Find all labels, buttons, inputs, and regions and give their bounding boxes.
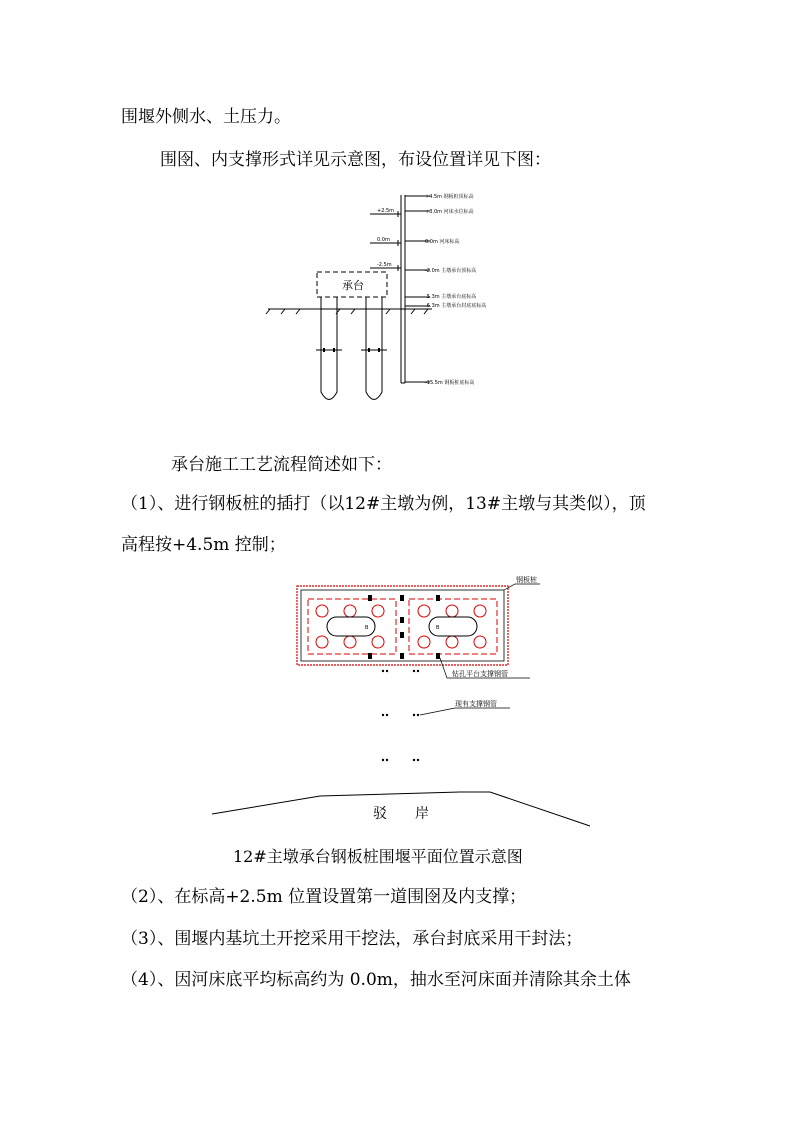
para-7: （3）、围堰内基坑土开挖采用干挖法，承台封底采用干封法；: [121, 929, 583, 949]
para-8: （4）、因河床底平均标高约为 0.0m，抽水至河床面并清除其余土体: [121, 970, 631, 990]
pier-left-mark: B: [365, 625, 369, 631]
left-level-3: -2.5m: [377, 262, 392, 268]
para-6: （2）、在标高+2.5m 位置设置第一道围囹及内支撑；: [121, 887, 527, 907]
right-label-2: +3.0m 河床水位标高: [425, 209, 474, 215]
figure2-caption: 12#主墩承台钢板桩围堰平面位置示意图: [233, 847, 523, 866]
right-label-5: -5.3m 主墩承台底标高: [425, 294, 477, 300]
right-label-4: -2.0m 主墩承台顶标高: [425, 268, 477, 274]
para-5: 高程按+4.5m 控制；: [121, 535, 286, 555]
right-label-3: 0.0m 河床标高: [425, 239, 460, 245]
cofferdam-section-diagram: [260, 185, 560, 410]
bored-pile-left: [316, 297, 342, 400]
shore-label: 驳 岸: [373, 806, 429, 822]
pile-cap-label: 承台: [342, 279, 364, 292]
para-1: 围堰外侧水、土压力。: [121, 107, 291, 127]
para-3: 承台施工工艺流程简述如下：: [171, 455, 392, 475]
pier-right-mark: B: [436, 625, 440, 631]
right-label-1: +4.5m 钢板桩顶标高: [425, 194, 474, 200]
right-label-6: -6.3m 主墩承台封底底标高: [425, 303, 487, 309]
label-support: 现有支撑钢管: [455, 700, 497, 708]
bored-pile-right: [361, 297, 387, 400]
label-platform: 钻孔平台支撑钢管: [452, 670, 508, 678]
left-level-2: 0.0m: [377, 237, 390, 243]
para-4: （1）、进行钢板桩的插打（以12#主墩为例，13#主墩与其类似），顶: [121, 494, 646, 514]
left-level-1: +2.5m: [377, 208, 395, 214]
cofferdam-plan-diagram: [200, 572, 600, 832]
label-sheet-pile: 钢板桩: [516, 576, 537, 584]
para-2: 围囹、内支撑形式详见示意图，布设位置详见下图：: [160, 150, 551, 170]
right-label-7: -15.5m 钢板桩底标高: [425, 380, 475, 386]
